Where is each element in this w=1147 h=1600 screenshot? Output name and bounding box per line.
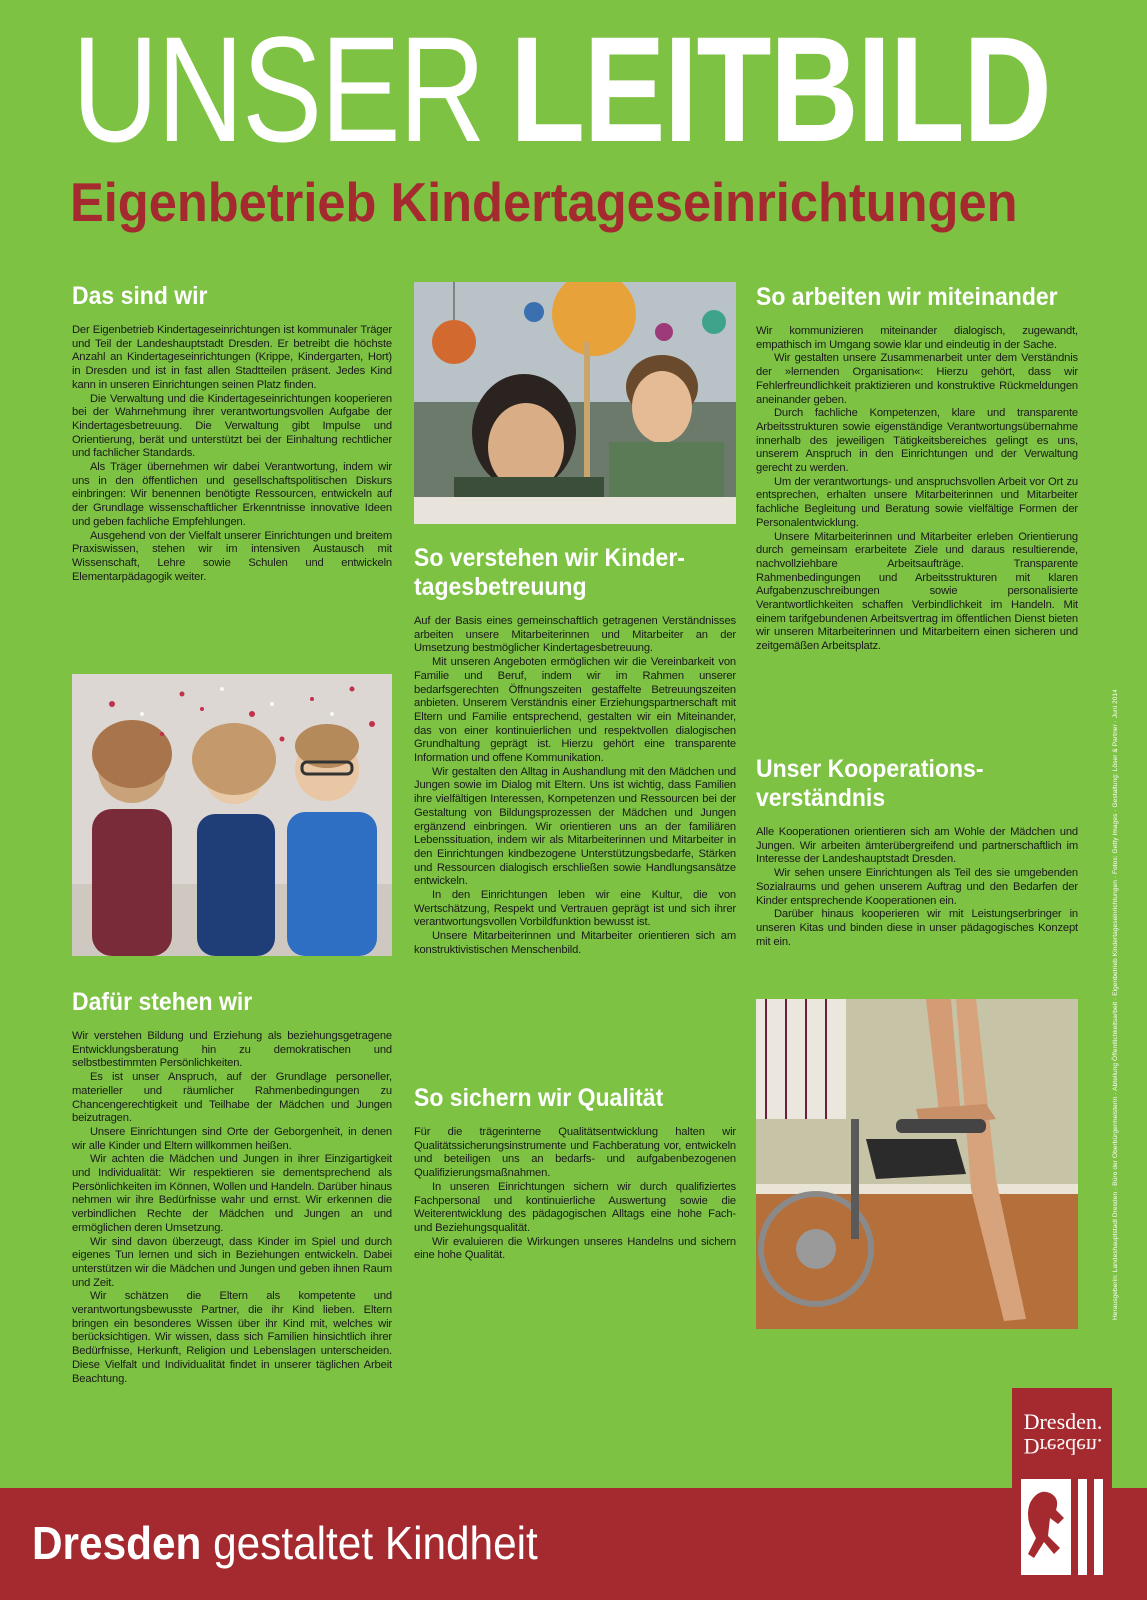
paragraph: Der Eigenbetrieb Kindertageseinrichtungen ist kommunaler Träger und Teil der Landeshauptstadt Dresden. Er betreibt die höchste Anzahl an Kindertageseinrichtungen (Krippe, Kindergarten, Hort) in Dresden und ist in fast allen Stadtteilen präsent. Jedes Kind kann in unseren Einrichtungen seinen Platz finden. [72,324,392,391]
section-body [414,1126,736,1263]
paragraph: Wir evaluieren die Wirkungen unseres Handelns und sichern eine hohe Qualität. [414,1235,736,1262]
title-leitbild: LEITBILD [510,5,1051,173]
page-subtitle: Eigenbetrieb Kindertageseinrichtungen [70,171,1018,233]
paragraph: Ausgehend von der Vielfalt unserer Einrichtungen und breitem Praxiswissen, stehen wir im intensiven Austausch mit Wissenschaft, Lehre sowie Schulen und entwickeln Elementarpädagogik weiter. [72,529,392,583]
paragraph: Wir kommunizieren miteinander dialogisch, zugewandt, empathisch im Umgang sowie klar und eindeutig in der Sache. [756,325,1078,351]
paragraph: In unseren Einrichtungen sichern wir durch qualifiziertes Fachpersonal und kontinuierliche Auswertung sowie die Weiterentwicklung des pädagogischen Alltags eine hohe Fach- und Beziehungsqualität. [414,1180,736,1234]
lion-crest-icon [1020,1478,1110,1576]
paragraph: Mit unseren Angeboten ermöglichen wir die Vereinbarkeit von Familie und Beruf, indem wir im Rahmen unserer bedarfsgerechten Öffnungszeiten gestaffelte Betreuungszeiten anbieten. Unserem Verständnis einer Erziehungspartnerschaft mit Eltern und Familie entsprechend, gestalten wir ein Miteinander, das von einer kontinuierlichen und respektvollen dialogischen Grundhaltung geprägt ist. Hierzu gehört eine transparente Information und offene Kommunikation. [414,656,736,765]
section-das-sind-wir [72,282,392,584]
footer-slogan [32,1515,538,1571]
logo-wordmark-mirror: Dresden. [1023,1434,1103,1459]
section-body [756,826,1078,949]
section-heading-line1: Unser Kooperations- [756,755,984,783]
title-unser: UNSER [72,5,485,173]
section-heading: So sichern wir Qualität [414,1084,664,1112]
credit-line: Herausgeberin: Landeshauptstadt Dresden · Büro der Oberbürgermeisterin · Abteilung Öffentlichkeitsarbeit · Eigenbetrieb Kindertageseinrichtungen · Fotos: Getty Images · Gestaltung: Löser & Partner · Juni 2014 [1112,689,1119,1320]
paragraph: Wir schätzen die Eltern als kompetente und verantwortungsbewusste Partner, die ihr Kind lieben. Eltern bringen ein besonderes Wissen über ihr Kind mit, welches wir berücksichtigen. Wir wissen, dass sich Familien hinsichtlich ihrer Bedürfnisse, Herkunft, Religion und Lebenslagen unterscheiden. Diese Vielfalt und Individualität findet in unserer täglichen Arbeit Beachtung. [72,1290,392,1385]
section-body [72,1030,392,1386]
paragraph: Wir verstehen Bildung und Erziehung als beziehungsgetragene Entwicklungsberatung hin zu demokratischen und selbstbestimmten Persönlichkeiten. [72,1030,392,1070]
section-heading: Dafür stehen wir [72,988,253,1016]
paragraph: Wir gestalten den Alltag in Aushandlung mit den Mädchen und Jungen sowie im Dialog mit Eltern. Uns ist wichtig, dass Familien ihre vielfältigen Interessen, Kompetenzen und Ressourcen bei der Gestaltung von Bildungsprozessen der Mädchen und Jungen ergänzend einbringen. Wir orientieren uns an der familiären Lebenssituation, indem wir als Mitarbeiterinnen und Mitarbeiter in den Einrichtungen kindbezogene Unterstützungsbedarfe, Stärken und Ressourcen dialogisch erschließen sowie Handlungsansätze entwickeln. [414,765,736,888]
paragraph: Es ist unser Anspruch, auf der Grundlage personeller, materieller und räumlicher Rahmenbedingungen zu Chancengerechtigkeit und Teilhabe der Mädchen und Jungen beizutragen. [72,1071,392,1125]
paragraph: Für die trägerinterne Qualitätsentwicklung halten wir Qualitätssicherungsinstrumente und Fachberatung vor, entwickeln und beteiligen uns an bedarfs- und aufgabenbezogenen Qualifizierungsmaßnahmen. [414,1126,736,1180]
paragraph: Die Verwaltung und die Kindertageseinrichtungen kooperieren bei der Wahrnehmung ihrer verantwortungsvollen Aufgabe der Kindertagesbetreuung. Die Verwaltung gibt Impulse und Orientierung, berät und unterstützt bei der Einhaltung rechtlicher und fachlicher Standards. [72,392,392,460]
paragraph: Auf der Basis eines gemeinschaftlich getragenen Verständnisses arbeiten unsere Mitarbeiterinnen und Mitarbeiter an der Umsetzung bestmöglicher Kindertagesbetreuung. [414,615,736,655]
section-so-arbeiten-wir [756,283,1078,654]
paragraph: Wir gestalten unsere Zusammenarbeit unter dem Verständnis der »lernenden Organisation«: Hierzu gehört, dass wir Fehlerfreundlichkeit praktizieren und konstruktive Rückmeldungen aneinander geben. [756,352,1078,406]
footer-slogan-light: gestaltet Kindheit [213,1517,538,1569]
section-kooperation [756,755,1078,949]
section-so-verstehen-wir [414,544,736,958]
section-body [756,325,1078,654]
paragraph: Wir sehen unsere Einrichtungen als Teil des sie umgebenden Sozialraums und gehen unserem Auftrag und den Bedarfen der Kinder entsprechende Kooperationen ein. [756,867,1078,907]
paragraph: Wir achten die Mädchen und Jungen in ihrer Einzigartigkeit und Individualität: Wir respektieren sie dementsprechend als Persönlichkeiten im Können, Wollen und Handeln. Darüber hinaus nehmen wir ihre Bedürfnisse wahr und ernst. Wir erkennen die verbindlichen Rechte der Mädchen und Jungen an und ermöglichen deren Umsetzung. [72,1153,392,1234]
paragraph: In den Einrichtungen leben wir eine Kultur, die von Wertschätzung, Respekt und Vertrauen geprägt ist und sich ihrer verantwortungsvollen Vorbildfunktion bewusst ist. [414,889,736,929]
section-heading-line2: verständnis [756,784,886,812]
section-so-sichern-wir [414,1084,736,1263]
paragraph: Unsere Einrichtungen sind Orte der Geborgenheit, in denen wir alle Kinder und Eltern willkommen heißen. [72,1125,392,1152]
photo-children-blowing-confetti [72,674,392,956]
paragraph: Als Träger übernehmen wir dabei Verantwortung, indem wir uns in den öffentlichen und gesellschaftspolitischen Diskurs einbringen: Wir benennen benötigte Ressourcen, entwickeln auf der Grundlage wissenschaftlicher Erkenntnisse innovative Ideen und geben fachliche Empfehlungen. [72,461,392,528]
paragraph: Um der verantwortungs- und anspruchsvollen Arbeit vor Ort zu entsprechen, erhalten unsere Mitarbeiterinnen und Mitarbeiter fachliche Begleitung und Beratung sowie vielfältige Formen der Personalentwicklung. [756,475,1078,529]
paragraph: Darüber hinaus kooperieren wir mit Leistungserbringer in unseren Kitas und binden diese in unser pädagogisches Konzept mit ein. [756,908,1078,948]
paragraph: Unsere Mitarbeiterinnen und Mitarbeiter orientieren sich am konstruktivistischen Menschenbild. [414,930,736,956]
section-body [414,615,736,958]
paragraph: Wir sind davon überzeugt, dass Kinder im Spiel und durch eigenes Tun lernen und sich in Beziehungen entwickeln. Dabei unterstützen wir die Mädchen und Jungen und geben ihnen Raum und Zeit. [72,1235,392,1289]
photo-children-classroom [414,282,736,524]
section-body [72,324,392,584]
section-dafuer-stehen-wir [72,988,392,1386]
photo-wheelchair-child [756,999,1078,1329]
section-heading-line1: So verstehen wir Kinder- [414,544,685,572]
section-heading-line2: tagesbetreuung [414,573,587,601]
paragraph: Unsere Mitarbeiterinnen und Mitarbeiter erleben Orientierung durch gemeinsam erarbeitete Ziele und daraus resultierende, nachvollziehbare Arbeitsaufträge. Transparente Rahmenbedingungen und Arbeitsstrukturen mit klaren Aufgabenzuschreibungen sowie personalisierte Verantwortlichkeiten schaffen Verbindlichkeit im Handeln. Mit einem tarifgebundenen Arbeitsvertrag im öffentlichen Dienst bieten wir unseren Mitarbeiterinnen und Mitarbeitern einen sicheren und zeitgemäßen Arbeitsplatz. [756,530,1078,653]
paragraph: Alle Kooperationen orientieren sich am Wohle der Mädchen und Jungen. Wir arbeiten ämterübergreifend und partnerschaftlich im Interesse der Landeshauptstadt Dresden. [756,826,1078,866]
footer-slogan-bold: Dresden [32,1517,202,1569]
section-heading: Das sind wir [72,282,208,310]
section-heading: So arbeiten wir miteinander [756,283,1058,311]
paragraph: Durch fachliche Kompetenzen, klare und transparente Arbeitsstrukturen sowie eigenständige Verantwortungsübernahme innerhalb des jeweiligen Tätigkeitsbereiches gelingt es uns, unserem Anspruch in den Einrichtungen und der Verwaltung gerecht zu werden. [756,407,1078,475]
logo-wordmark: Dresden. [1023,1409,1103,1434]
